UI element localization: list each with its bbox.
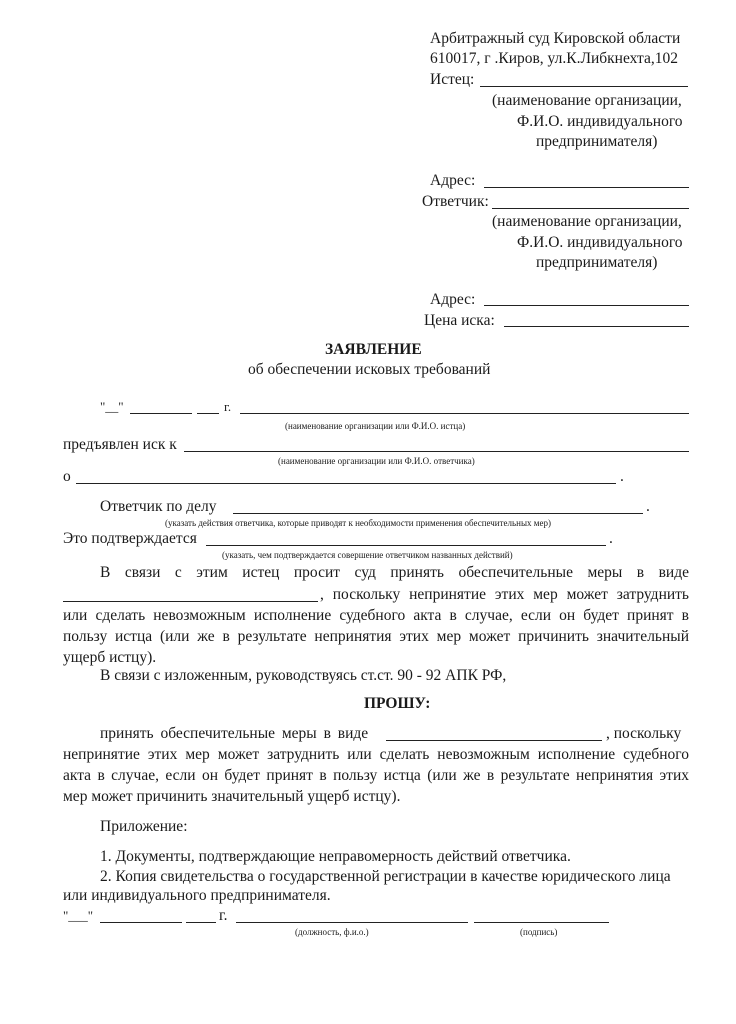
- defendant-label: Ответчик:: [422, 193, 489, 210]
- about-end: .: [620, 468, 624, 485]
- measures-line: [63, 601, 318, 602]
- date-month-line: [130, 413, 192, 414]
- request-line: мер может причинить значительный ущерб истцу).: [63, 788, 401, 805]
- document-subtitle: об обеспечении исковых требований: [248, 361, 491, 378]
- sign-year-line: [186, 922, 216, 923]
- defendant-actions-line: [233, 513, 643, 514]
- date-year-line: [197, 413, 219, 414]
- address-label: Адрес:: [430, 291, 476, 308]
- attachments-label: Приложение:: [100, 818, 188, 835]
- request-measures-line: [386, 740, 602, 741]
- paragraph-line: или сделать невозможным исполнение судебного акта в случае, если он будет принят в: [63, 607, 689, 624]
- paragraph-line: , поскольку непринятие этих мер может затруднить: [320, 586, 689, 603]
- document-title: ЗАЯВЛЕНИЕ: [325, 341, 422, 358]
- about-text: о: [63, 468, 71, 485]
- claim-price-label: Цена иска:: [424, 312, 495, 329]
- request-title: ПРОШУ:: [364, 695, 431, 712]
- date-prefix: "__": [100, 399, 124, 414]
- org-hint: Ф.И.О. индивидуального: [517, 234, 683, 251]
- signature-hint: (подпись): [520, 927, 558, 937]
- signature-line: [474, 922, 609, 923]
- sign-month-line: [100, 922, 182, 923]
- defendant-case-text: Ответчик по делу: [100, 498, 217, 515]
- request-line: непринятие этих мер может затруднить или сделать невозможным исполнение судебного: [63, 746, 689, 763]
- org-hint: предпринимателя): [536, 254, 658, 271]
- request-line: принять обеспечительные меры в виде: [100, 725, 369, 742]
- defendant-hint: (наименование организации или Ф.И.О. ответчика): [278, 456, 475, 466]
- attachment-item: или индивидуального предпринимателя.: [63, 887, 331, 904]
- paragraph-line: пользу истца (или же в результате непринятия этих мер может причинить значительный: [63, 628, 689, 645]
- paragraph-line: В связи с этим истец просит суд принять обеспечительные меры в виде: [100, 564, 689, 581]
- org-hint: Ф.И.О. индивидуального: [517, 113, 683, 130]
- confirmed-hint: (указать, чем подтверждается совершение ответчиком названных действий): [222, 550, 513, 560]
- sign-date-prefix: "___": [63, 908, 94, 923]
- plaintiff-name-line: [240, 413, 689, 414]
- sign-year-suffix: г.: [219, 907, 228, 924]
- defendant-name-line: [184, 451, 689, 452]
- court-name: Арбитражный суд Кировской области: [430, 30, 681, 47]
- plaintiff-line: [480, 86, 688, 87]
- claim-filed-text: предъявлен иск к: [63, 436, 177, 453]
- attachment-item: 1. Документы, подтверждающие неправомерность действий ответчика.: [100, 848, 571, 865]
- about-line: [76, 483, 616, 484]
- paragraph-2: В связи с изложенным, руководствуясь ст.ст. 90 - 92 АПК РФ,: [100, 667, 507, 684]
- address-line: [484, 187, 689, 188]
- address-line: [484, 305, 689, 306]
- request-line: акта в случае, если он будет принят в пользу истца (или же в результате непринятия этих: [63, 767, 689, 784]
- defendant-case-end: .: [646, 498, 650, 515]
- confirmed-end: .: [609, 530, 613, 547]
- paragraph-line: ущерб истцу).: [63, 649, 157, 666]
- request-line: , поскольку: [606, 725, 682, 742]
- org-hint: (наименование организации,: [492, 92, 682, 109]
- org-hint: предпринимателя): [536, 133, 658, 150]
- claim-price-line: [504, 326, 689, 327]
- position-line: [236, 922, 468, 923]
- confirmed-line: [206, 545, 606, 546]
- plaintiff-hint: (наименование организации или Ф.И.О. истца): [285, 421, 466, 431]
- position-hint: (должность, ф.и.о.): [295, 927, 369, 937]
- year-suffix: г.: [224, 399, 232, 414]
- defendant-line: [492, 208, 689, 209]
- org-hint: (наименование организации,: [492, 213, 682, 230]
- confirmed-text: Это подтверждается: [63, 530, 197, 547]
- address-label: Адрес:: [430, 172, 476, 189]
- court-address: 610017, г .Киров, ул.К.Либкнехта,102: [430, 50, 678, 67]
- attachment-item: 2. Копия свидетельства о государственной регистрации в качестве юридического лица: [100, 868, 671, 885]
- plaintiff-label: Истец:: [430, 71, 475, 88]
- actions-hint: (указать действия ответчика, которые приводят к необходимости применения обеспечительных мер): [165, 518, 551, 528]
